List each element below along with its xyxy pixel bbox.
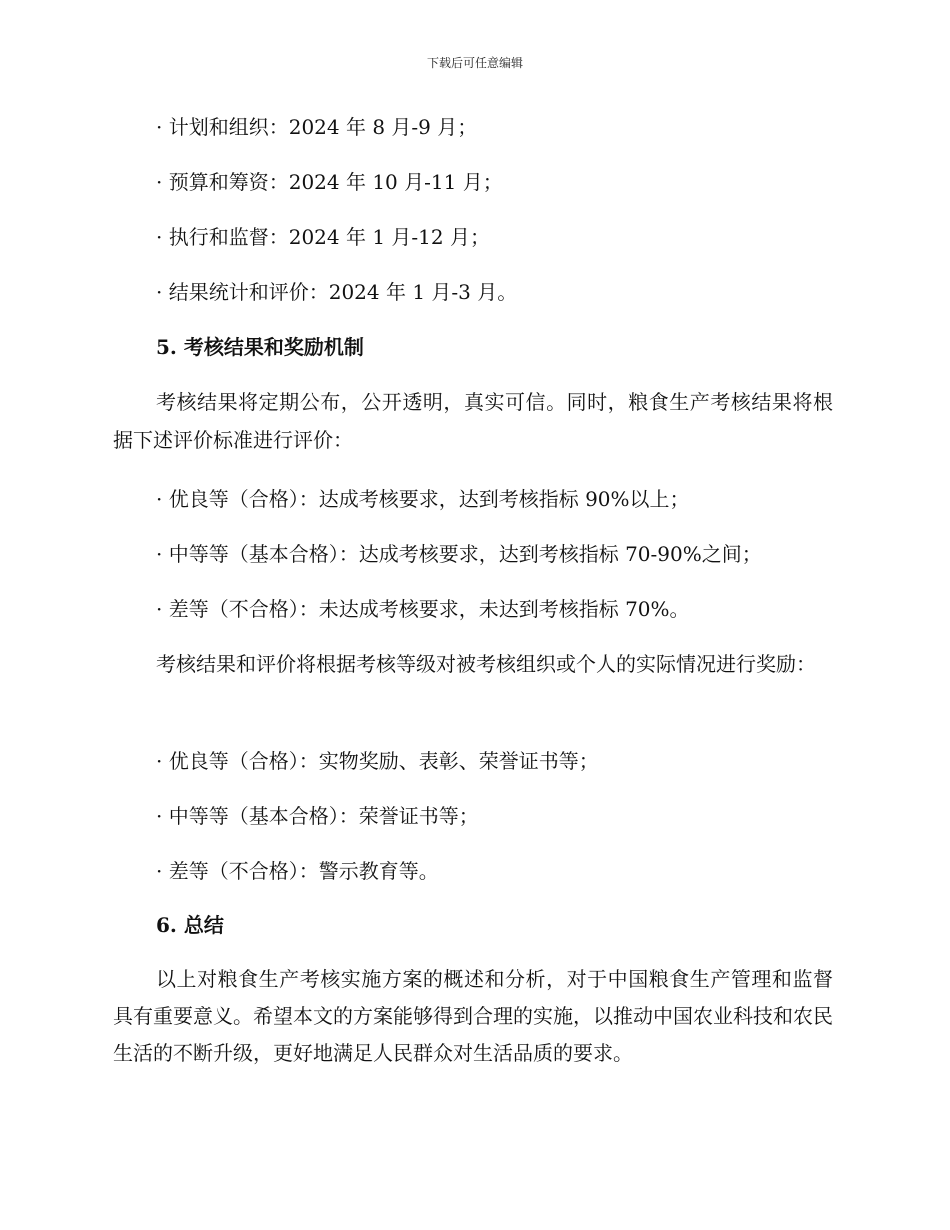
section5-intro-paragraph: 考核结果将定期公布，公开透明，真实可信。同时，粮食生产考核结果将根据下述评价标准进行评价： [113, 390, 833, 452]
section-heading-6: 6. 总结 [156, 913, 224, 937]
reward-item: · 中等等（基本合格）：荣誉证书等； [156, 804, 479, 828]
reward-item: · 优良等（合格）：实物奖励、表彰、荣誉证书等； [156, 749, 599, 773]
reward-intro-paragraph: 考核结果和评价将根据考核等级对被考核组织或个人的实际情况进行奖励： [156, 652, 816, 676]
timeline-item: · 执行和监督：2024 年 1 月-12 月； [156, 225, 490, 249]
timeline-item: · 计划和组织：2024 年 8 月-9 月； [156, 115, 478, 139]
criteria-item: · 差等（不合格）：未达成考核要求，未达到考核指标 70%。 [156, 597, 690, 621]
section-heading-5: 5. 考核结果和奖励机制 [156, 335, 364, 359]
page-header-note: 下载后可任意编辑 [426, 56, 523, 70]
summary-paragraph: 以上对粮食生产考核实施方案的概述和分析，对于中国粮食生产管理和监督具有重要意义。希望本文的方案能够得到合理的实施，以推动中国农业科技和农民生活的不断升级，更好地满足人民群众对生活品质的要求。 [113, 967, 833, 1065]
criteria-item: · 中等等（基本合格）：达成考核要求，达到考核指标 70-90%之间； [156, 542, 762, 566]
reward-item: · 差等（不合格）：警示教育等。 [156, 859, 439, 883]
criteria-item: · 优良等（合格）：达成考核要求，达到考核指标 90%以上； [156, 487, 690, 511]
timeline-item: · 预算和筹资：2024 年 10 月-11 月； [156, 170, 503, 194]
timeline-item: · 结果统计和评价：2024 年 1 月-3 月。 [156, 280, 518, 304]
